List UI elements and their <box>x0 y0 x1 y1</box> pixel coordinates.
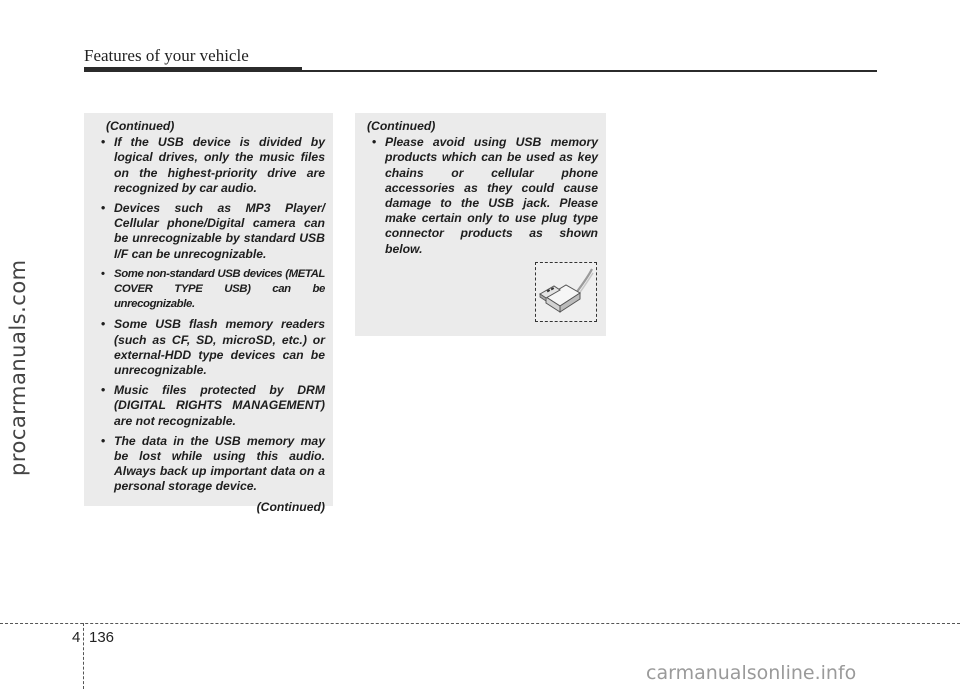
info-panel-left <box>84 113 333 514</box>
continued-label-top: (Continued) <box>367 119 436 133</box>
footer-vertical-divider <box>83 623 84 689</box>
bullet-item: • The data in the USB memory may be lost while using this audio. Always back up important data on a personal storage device. <box>96 434 325 495</box>
header-rule-thick <box>84 67 302 72</box>
bullet-item: • Some USB flash memory readers (such as CF, SD, microSD, etc.) or external-HDD type devices can be unrecognizable. <box>96 317 325 378</box>
page-header-title: Features of your vehicle <box>84 46 249 65</box>
bottom-watermark: carmanualsonline.info <box>646 662 857 684</box>
section-number: 4 <box>72 629 81 646</box>
footer-divider <box>0 623 960 624</box>
bullet-item: • Some non-standard USB devices (METAL COVER TYPE USB) can be unrecognizable. <box>96 267 325 313</box>
usb-plug-illustration <box>535 262 597 322</box>
continued-label-bottom: (Continued) <box>256 499 325 514</box>
side-watermark: procarmanuals.com <box>6 259 30 476</box>
continued-label-top: (Continued) <box>106 119 175 133</box>
bullet-list-right <box>367 135 598 257</box>
bullet-list-left <box>96 135 325 494</box>
bullet-item: • Please avoid using USB memory products which can be used as key chains or cellular phone accessories as they could cause damage to the USB jack. Please make certain only to use plug type connector products as shown below. <box>367 135 598 257</box>
page-number: 136 <box>89 629 115 646</box>
bullet-item: • If the USB device is divided by logical drives, only the music files on the highest-priority drive are recognized by car audio. <box>96 135 325 196</box>
bullet-item: • Music files protected by DRM (DIGITAL RIGHTS MANAGEMENT) are not recognizable. <box>96 383 325 429</box>
bullet-item: • Devices such as MP3 Player/ Cellular phone/Digital camera can be unrecognizable by standard USB I/F can be unrecognizable. <box>96 201 325 262</box>
header-rule-thin <box>302 70 877 72</box>
usb-plug-icon <box>536 263 596 321</box>
